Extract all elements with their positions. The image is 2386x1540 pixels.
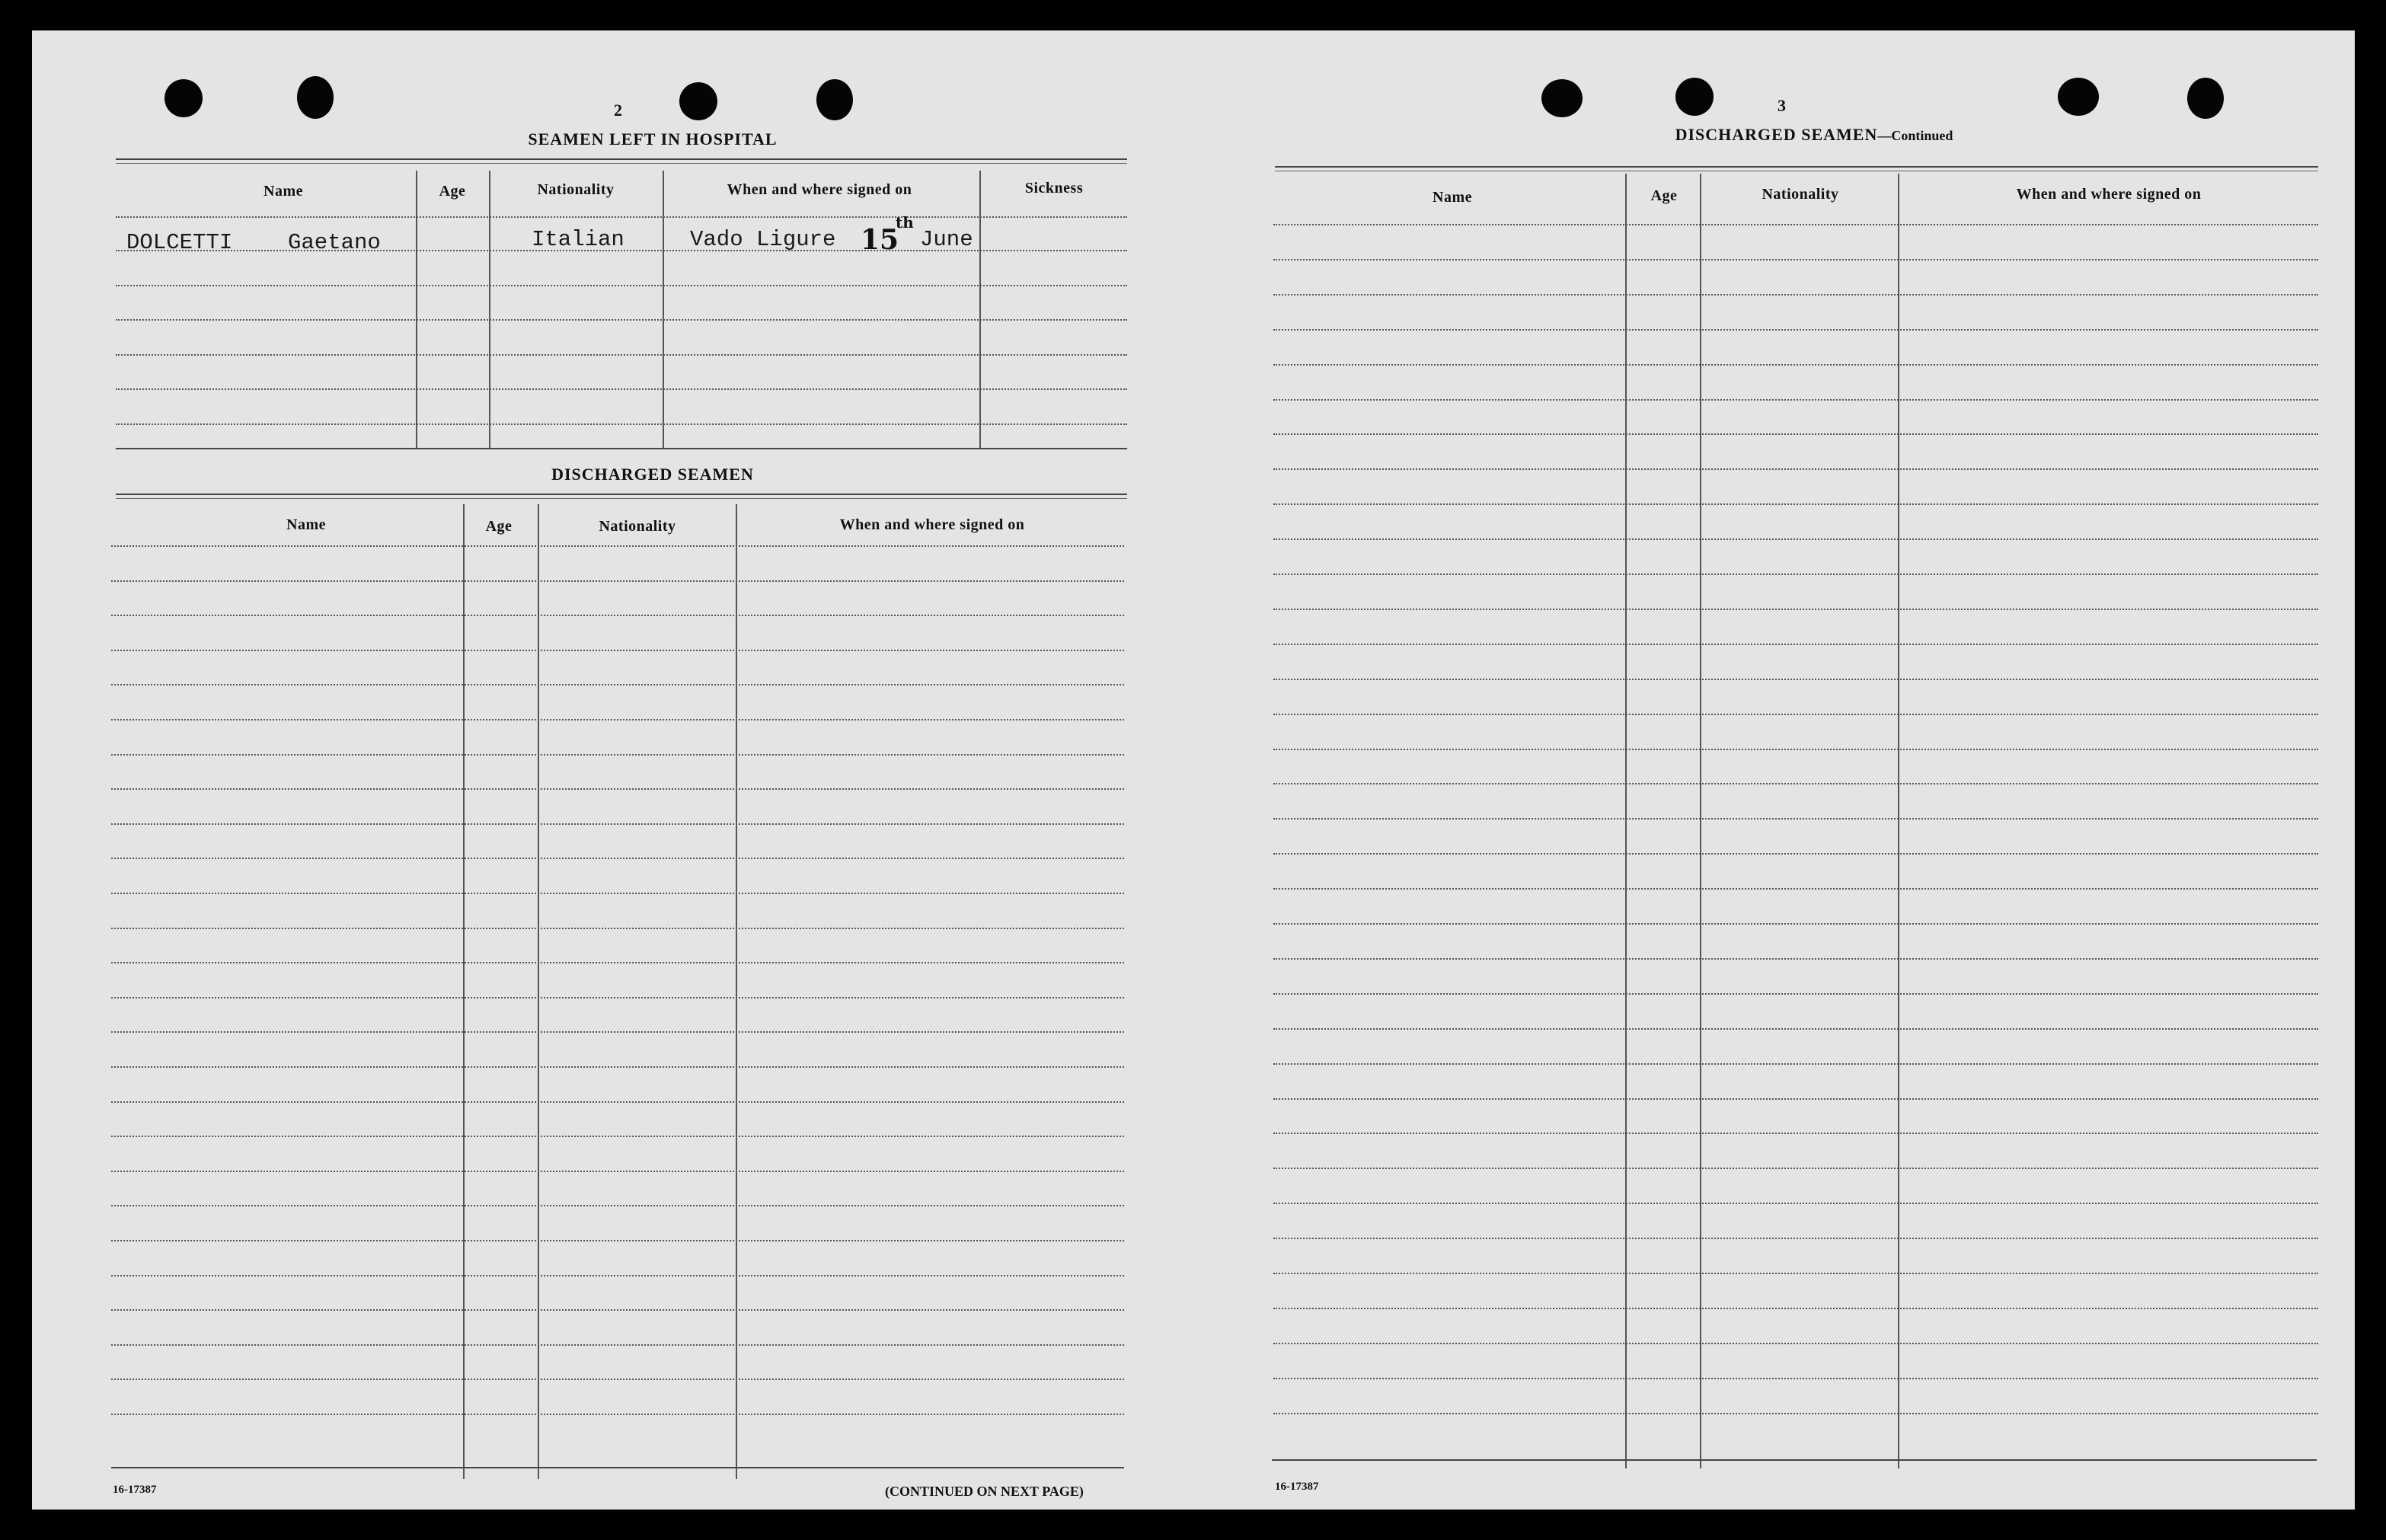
row-rule xyxy=(116,388,1127,390)
form-number-left: 16-17387 xyxy=(113,1484,157,1496)
row-rule xyxy=(1273,818,2318,820)
discharged-col-nationality: Nationality xyxy=(599,518,676,535)
row-rule xyxy=(111,684,1124,685)
punch-hole xyxy=(816,79,853,120)
row-rule xyxy=(1273,1028,2318,1030)
punch-hole xyxy=(679,82,717,120)
row-rule xyxy=(1273,1308,2318,1309)
row-rule xyxy=(1273,1063,2318,1065)
row-rule xyxy=(111,545,1124,547)
row-rule xyxy=(1273,993,2318,995)
row-rule xyxy=(111,719,1124,720)
row-rule xyxy=(1273,1273,2318,1274)
row-rule xyxy=(111,997,1124,998)
right-title-main: DISCHARGED SEAMEN xyxy=(1675,125,1878,144)
row-rule xyxy=(111,1379,1124,1380)
row-rule xyxy=(1273,1098,2318,1100)
manifest-sheet xyxy=(32,30,2355,1510)
row-rule xyxy=(1273,468,2318,470)
row-rule xyxy=(111,1066,1124,1068)
row-rule xyxy=(111,580,1124,582)
right-col-name: Name xyxy=(1433,189,1472,206)
row-rule xyxy=(1273,1168,2318,1169)
row-rule xyxy=(111,823,1124,825)
divider xyxy=(1275,166,2318,168)
row-rule xyxy=(1273,1203,2318,1204)
discharged-col-signed-on: When and where signed on xyxy=(839,516,1025,533)
column-divider xyxy=(1898,174,1899,1468)
continued-note: (CONTINUED ON NEXT PAGE) xyxy=(885,1484,1084,1499)
row-rule xyxy=(116,354,1127,356)
column-divider xyxy=(416,171,417,448)
row-rule xyxy=(111,962,1124,963)
row-rule xyxy=(1273,853,2318,855)
divider xyxy=(1272,1459,2317,1461)
hospital-col-age: Age xyxy=(439,183,466,200)
discharged-col-name: Name xyxy=(286,516,326,533)
row-rule xyxy=(116,250,1127,251)
row-rule xyxy=(116,319,1127,321)
discharged-col-age: Age xyxy=(485,518,513,535)
right-col-age: Age xyxy=(1650,187,1678,204)
entry-nationality: Italian xyxy=(532,227,624,252)
right-section-title xyxy=(1624,125,2004,145)
row-rule xyxy=(1273,1133,2318,1134)
row-rule xyxy=(111,928,1124,929)
punch-hole xyxy=(1541,79,1583,117)
row-rule xyxy=(1273,714,2318,715)
row-rule xyxy=(1273,679,2318,680)
row-rule xyxy=(116,423,1127,425)
row-rule xyxy=(1273,294,2318,296)
row-rule xyxy=(1273,958,2318,960)
row-rule xyxy=(1273,923,2318,925)
punch-hole xyxy=(297,76,334,119)
row-rule xyxy=(111,1101,1124,1103)
punch-hole xyxy=(2058,78,2099,116)
divider xyxy=(111,1467,1124,1468)
row-rule xyxy=(111,615,1124,616)
row-rule xyxy=(111,858,1124,859)
row-rule xyxy=(1273,1378,2318,1379)
row-rule xyxy=(111,788,1124,790)
row-rule xyxy=(1273,644,2318,645)
row-rule xyxy=(111,1205,1124,1206)
page-number-left: 2 xyxy=(614,101,622,120)
row-rule xyxy=(1273,364,2318,366)
divider xyxy=(116,494,1127,495)
row-rule xyxy=(111,1309,1124,1311)
row-rule xyxy=(1273,1413,2318,1414)
entry-signed-on-day: 15 xyxy=(861,224,899,256)
page-number-right: 3 xyxy=(1778,96,1786,115)
row-rule xyxy=(111,1240,1124,1241)
entry-signed-on-suffix: th xyxy=(896,213,914,232)
divider xyxy=(116,498,1127,499)
row-rule xyxy=(1273,749,2318,750)
row-rule xyxy=(111,1414,1124,1415)
punch-hole xyxy=(2187,78,2224,119)
entry-given-name: Gaetano xyxy=(288,230,381,255)
row-rule xyxy=(1273,574,2318,575)
divider xyxy=(116,448,1127,449)
hospital-col-name: Name xyxy=(264,183,303,200)
entry-signed-on-place: Vado Ligure xyxy=(690,227,836,252)
row-rule xyxy=(111,650,1124,651)
right-col-signed-on: When and where signed on xyxy=(2016,186,2202,203)
hospital-col-nationality: Nationality xyxy=(537,181,615,198)
row-rule xyxy=(1273,433,2318,435)
divider xyxy=(116,163,1127,164)
punch-hole xyxy=(1675,78,1714,116)
row-rule xyxy=(1273,1238,2318,1239)
row-rule xyxy=(1273,503,2318,505)
entry-signed-on-month: June xyxy=(920,227,973,252)
form-number-right: 16-17387 xyxy=(1275,1481,1319,1493)
entry-surname: DOLCETTI xyxy=(126,230,233,255)
row-rule xyxy=(1273,329,2318,331)
discharged-section-title: DISCHARGED SEAMEN xyxy=(551,465,754,484)
row-rule xyxy=(1273,1343,2318,1344)
row-rule xyxy=(1273,609,2318,610)
row-rule xyxy=(1273,259,2318,260)
column-divider xyxy=(1700,174,1701,1468)
row-rule xyxy=(1273,399,2318,401)
row-rule xyxy=(1273,538,2318,540)
row-rule xyxy=(1273,224,2318,225)
row-rule xyxy=(111,1171,1124,1172)
hospital-col-signed-on: When and where signed on xyxy=(727,181,912,198)
hospital-col-sickness: Sickness xyxy=(1024,180,1084,196)
row-rule xyxy=(116,285,1127,286)
column-divider xyxy=(979,171,981,448)
row-rule xyxy=(1273,783,2318,784)
row-rule xyxy=(111,754,1124,756)
punch-hole xyxy=(164,79,203,117)
column-divider xyxy=(489,171,490,448)
row-rule xyxy=(111,893,1124,894)
hospital-section-title: SEAMEN LEFT IN HOSPITAL xyxy=(528,129,778,149)
row-rule xyxy=(111,1031,1124,1033)
row-rule xyxy=(111,1136,1124,1137)
divider xyxy=(116,158,1127,160)
column-divider xyxy=(663,171,664,448)
right-col-nationality: Nationality xyxy=(1762,186,1839,203)
column-divider xyxy=(1625,174,1627,1468)
row-rule xyxy=(111,1275,1124,1276)
row-rule xyxy=(1273,888,2318,890)
header-rule xyxy=(116,216,1127,218)
row-rule xyxy=(111,1344,1124,1346)
right-title-suffix: —Continued xyxy=(1877,128,1953,143)
